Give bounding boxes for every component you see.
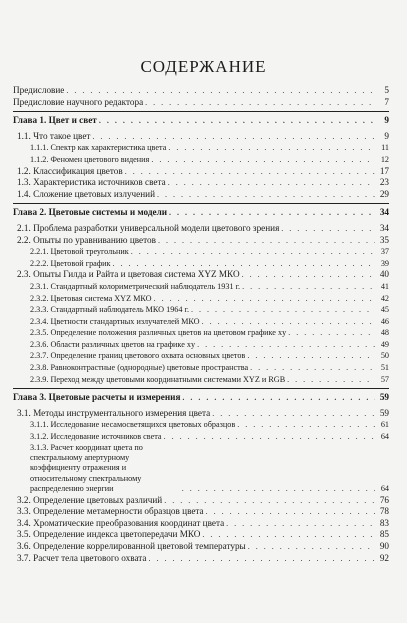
toc-entry-page: 29 bbox=[379, 188, 389, 199]
toc-section[interactable] bbox=[13, 495, 389, 507]
toc-entry-label: 3.3. Определение метамерности образцов цвета bbox=[17, 506, 204, 517]
leader-dots bbox=[248, 541, 375, 553]
table-of-contents bbox=[13, 85, 389, 564]
toc-subsection[interactable] bbox=[13, 419, 389, 431]
toc-section[interactable] bbox=[13, 131, 389, 143]
toc-entry-label: 1.3. Характеристика источников света bbox=[17, 177, 166, 188]
leader-dots bbox=[247, 350, 375, 362]
toc-entry-label: 2.3.2. Цветовая система XYZ МКО bbox=[30, 293, 152, 303]
leader-dots bbox=[125, 166, 375, 178]
toc-subsection[interactable] bbox=[13, 246, 389, 258]
toc-subsection[interactable] bbox=[13, 443, 389, 495]
toc-entry-page: 46 bbox=[380, 316, 389, 326]
leader-dots bbox=[202, 316, 375, 328]
toc-subsection[interactable] bbox=[13, 293, 389, 305]
toc-entry-page: 64 bbox=[380, 432, 389, 442]
divider bbox=[13, 111, 389, 112]
leader-dots bbox=[131, 246, 375, 258]
toc-entry-editor-preface[interactable] bbox=[13, 97, 389, 109]
leader-dots bbox=[212, 408, 375, 420]
leader-dots bbox=[112, 258, 375, 270]
toc-entry-label: 2.3.7. Определение границ цветового охвата основных цветов bbox=[30, 351, 246, 361]
leader-dots bbox=[197, 339, 375, 351]
toc-entry-page: 50 bbox=[380, 351, 389, 361]
toc-subsection[interactable] bbox=[13, 304, 389, 316]
toc-entry-label: Предисловие научного редактора bbox=[13, 96, 144, 107]
toc-entry-page: 5 bbox=[384, 85, 389, 95]
toc-subsection[interactable] bbox=[13, 316, 389, 328]
leader-dots bbox=[169, 207, 375, 219]
leader-dots bbox=[237, 419, 375, 431]
leader-dots bbox=[281, 223, 375, 235]
leader-dots bbox=[99, 115, 375, 127]
toc-entry-page: 48 bbox=[380, 328, 389, 338]
toc-entry-label: 2.3.5. Определение положения различных цветов на цветовом графике xy bbox=[30, 328, 287, 338]
toc-entry-page: 78 bbox=[379, 506, 389, 517]
leader-dots bbox=[250, 362, 375, 374]
toc-subsection[interactable] bbox=[13, 154, 389, 166]
toc-entry-page: 59 bbox=[379, 407, 389, 418]
toc-section[interactable] bbox=[13, 541, 389, 553]
divider bbox=[13, 388, 389, 389]
toc-entry-label: 2.3.8. Равноконтрастные (однородные) цветовые пространства bbox=[30, 363, 249, 373]
leader-dots bbox=[92, 131, 375, 143]
toc-entry-label: 1.2. Классификация цветов bbox=[17, 165, 123, 176]
toc-entry-page: 9 bbox=[384, 130, 389, 141]
chapter-heading[interactable] bbox=[13, 115, 389, 127]
leader-dots bbox=[191, 304, 375, 316]
toc-entry-page: 35 bbox=[379, 234, 389, 245]
leader-dots bbox=[242, 281, 375, 293]
toc-entry-page: 51 bbox=[380, 363, 389, 373]
toc-section[interactable] bbox=[13, 166, 389, 178]
leader-dots bbox=[288, 327, 375, 339]
chapter-3-section bbox=[13, 392, 389, 564]
toc-subsection[interactable] bbox=[13, 258, 389, 270]
toc-entry-label: 3.5. Определение индекса цветопередачи МКО bbox=[17, 529, 201, 540]
toc-entry-label: Предисловие bbox=[13, 85, 65, 95]
toc-entry-label: 3.1.2. Исследование источников света bbox=[30, 432, 162, 442]
toc-entry-page: 76 bbox=[379, 494, 389, 505]
toc-entry-page: 12 bbox=[380, 154, 389, 164]
leader-dots bbox=[158, 235, 375, 247]
toc-section[interactable] bbox=[13, 408, 389, 420]
leader-dots bbox=[287, 374, 375, 386]
toc-entry-label: 2.3.6. Области различных цветов на графике xy bbox=[30, 339, 196, 349]
leader-dots bbox=[151, 154, 375, 166]
toc-entry-label: 3.2. Определение цветовых различий bbox=[17, 494, 163, 505]
leader-dots bbox=[164, 495, 375, 507]
toc-entry-page: 45 bbox=[380, 305, 389, 315]
toc-entry-label: 2.3.3. Стандартный наблюдатель МКО 1964 г. bbox=[30, 305, 190, 315]
toc-entry-page: 40 bbox=[379, 269, 389, 280]
toc-entry-label: 2.2. Опыты по уравниванию цветов bbox=[17, 234, 156, 245]
leader-dots bbox=[202, 529, 375, 541]
toc-entry-label: 2.1. Проблема разработки универсальной модели цветового зрения bbox=[17, 222, 280, 233]
leader-dots bbox=[168, 142, 375, 154]
toc-subsection[interactable] bbox=[13, 142, 389, 154]
toc-subsection[interactable] bbox=[13, 374, 389, 386]
chapter-2-section bbox=[13, 207, 389, 385]
leader-dots bbox=[168, 177, 375, 189]
toc-entry-label: 1.1. Что такое цвет bbox=[17, 130, 91, 141]
toc-entry-label: 3.7. Расчет тела цветового охвата bbox=[17, 552, 147, 563]
toc-entry-page: 11 bbox=[381, 143, 389, 153]
toc-entry-label: Глава 1. Цвет и свет bbox=[13, 115, 97, 126]
chapter-1-section bbox=[13, 115, 389, 200]
leader-dots bbox=[242, 269, 375, 281]
toc-entry-page: 59 bbox=[379, 392, 389, 403]
toc-entry-page: 34 bbox=[379, 207, 389, 218]
toc-entry-label: 2.3.1. Стандартный колориметрический наблюдатель 1931 г. bbox=[30, 281, 241, 291]
toc-subsection[interactable] bbox=[13, 281, 389, 293]
toc-section[interactable] bbox=[13, 189, 389, 201]
toc-section[interactable] bbox=[13, 553, 389, 565]
leader-dots bbox=[226, 518, 375, 530]
toc-subsection[interactable] bbox=[13, 431, 389, 443]
toc-section[interactable] bbox=[13, 223, 389, 235]
toc-entry-page: 92 bbox=[379, 552, 389, 563]
toc-entry-label: 3.4. Хроматические преобразования координат цвета bbox=[17, 517, 225, 528]
toc-entry-label: 1.4. Сложение цветовых излучений bbox=[17, 188, 156, 199]
toc-entry-label: 3.1.1. Исследование несамосветящихся цветовых образцов bbox=[30, 420, 236, 430]
toc-entry-label: 1.1.2. Феномен цветового видения bbox=[30, 154, 150, 164]
leader-dots bbox=[182, 484, 375, 494]
toc-subsection[interactable] bbox=[13, 339, 389, 351]
toc-section[interactable] bbox=[13, 177, 389, 189]
leader-dots bbox=[157, 189, 375, 201]
toc-entry-label: 2.3.4. Цветности стандартных излучателей МКО bbox=[30, 316, 200, 326]
leader-dots bbox=[164, 431, 375, 443]
toc-subsection[interactable] bbox=[13, 362, 389, 374]
toc-entry-page: 61 bbox=[380, 420, 389, 430]
toc-entry-page: 64 bbox=[380, 484, 389, 494]
leader-dots bbox=[154, 293, 375, 305]
toc-entry-page: 9 bbox=[384, 115, 389, 126]
toc-entry-page: 90 bbox=[379, 541, 389, 552]
toc-entry-page: 7 bbox=[384, 96, 389, 107]
chapter-heading[interactable] bbox=[13, 207, 389, 219]
toc-entry-page: 17 bbox=[379, 165, 389, 176]
toc-entry-preface[interactable] bbox=[13, 85, 389, 97]
toc-entry-page: 83 bbox=[379, 517, 389, 528]
toc-subsection[interactable] bbox=[13, 327, 389, 339]
toc-entry-label: Глава 3. Цветовые расчеты и измерения bbox=[13, 392, 181, 403]
toc-entry-page: 37 bbox=[380, 247, 389, 257]
toc-entry-label: 3.1.3. Расчет координат цвета по спектральному апертурному коэффициенту отражения и относительному спектральному распределению энергии bbox=[30, 442, 143, 494]
toc-entry-label: 2.2.1. Цветовой треугольник bbox=[30, 247, 129, 257]
leader-dots bbox=[66, 85, 375, 97]
toc-entry-page: 23 bbox=[379, 177, 389, 188]
toc-entry-label: 1.1.1. Спектр как характеристика цвета bbox=[30, 143, 167, 153]
chapter-heading[interactable] bbox=[13, 392, 389, 404]
leader-dots bbox=[182, 392, 375, 404]
toc-entry-page: 57 bbox=[380, 374, 389, 384]
leader-dots bbox=[149, 553, 375, 565]
page-title: СОДЕРЖАНИЕ bbox=[140, 57, 267, 76]
leader-dots bbox=[206, 506, 375, 518]
toc-subsection[interactable] bbox=[13, 350, 389, 362]
toc-entry-page: 34 bbox=[379, 222, 389, 233]
toc-entry-label: 2.3. Опыты Гилда и Райта и цветовая система XYZ МКО bbox=[17, 269, 240, 280]
leader-dots bbox=[145, 97, 375, 109]
toc-section[interactable] bbox=[13, 235, 389, 247]
toc-section[interactable] bbox=[13, 269, 389, 281]
toc-entry-page: 41 bbox=[380, 281, 389, 291]
toc-entry-page: 49 bbox=[380, 339, 389, 349]
toc-entry-page: 42 bbox=[380, 293, 389, 303]
toc-section[interactable] bbox=[13, 518, 389, 530]
toc-entry-label: 3.6. Определение коррелированной цветовой температуры bbox=[17, 541, 246, 552]
toc-entry-page: 85 bbox=[379, 529, 389, 540]
toc-section[interactable] bbox=[13, 506, 389, 518]
toc-entry-page: 39 bbox=[380, 258, 389, 268]
divider bbox=[13, 203, 389, 204]
toc-entry-label: 3.1. Методы инструментального измерения цвета bbox=[17, 407, 211, 418]
toc-entry-label: Глава 2. Цветовые системы и модели bbox=[13, 207, 168, 218]
toc-entry-label: 2.2.2. Цветовой график bbox=[30, 258, 111, 268]
toc-section[interactable] bbox=[13, 529, 389, 541]
toc-entry-label: 2.3.9. Переход между цветовыми координатными системами XYZ и RGB bbox=[30, 374, 286, 384]
